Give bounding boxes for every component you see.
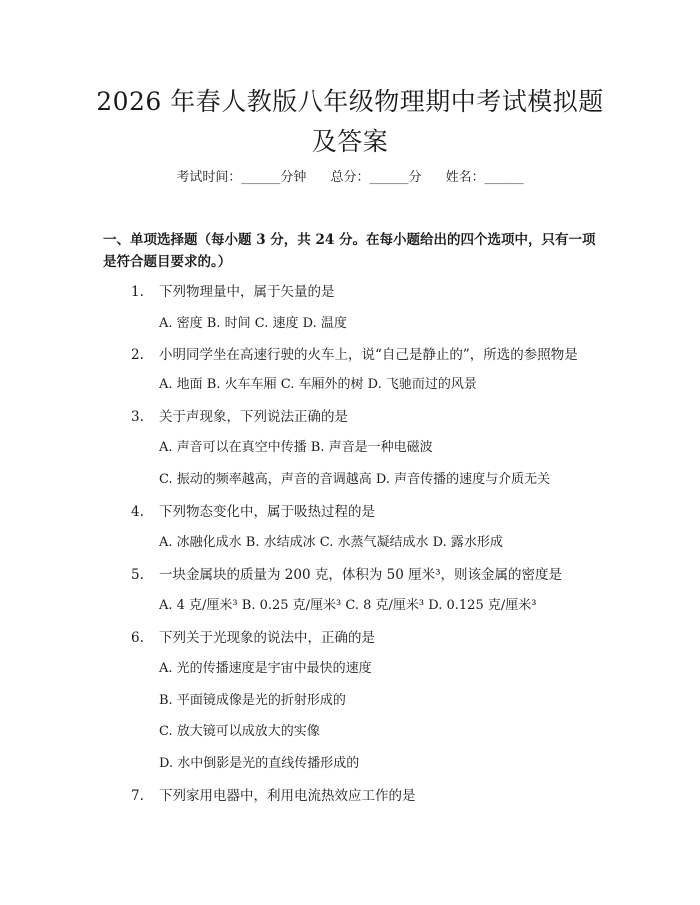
question-2 bbox=[131, 345, 578, 365]
question-1 bbox=[131, 282, 335, 302]
question-6-option-a: A. 光的传播速度是宇宙中最快的速度 bbox=[159, 661, 372, 676]
question-2-options: A. 地面 B. 火车车厢 C. 车厢外的树 D. 飞驰而过的风景 bbox=[159, 377, 477, 392]
title-line-1: 2026 年春人教版八年级物理期中考试模拟题 bbox=[96, 87, 604, 116]
question-text: 下列关于光现象的说法中，正确的是 bbox=[159, 630, 375, 646]
section-heading bbox=[103, 229, 603, 273]
student-name-field: 姓名：______ bbox=[445, 170, 524, 185]
question-6-option-b: B. 平面镜成像是光的折射形成的 bbox=[159, 693, 346, 708]
question-3 bbox=[131, 407, 348, 427]
question-number: 3. bbox=[131, 409, 144, 425]
question-3-options-line-2: C. 振动的频率越高，声音的音调越高 D. 声音传播的速度与介质无关 bbox=[159, 472, 551, 487]
total-score-field: 总分：______分 bbox=[330, 170, 422, 185]
question-3-options-line-1: A. 声音可以在真空中传播 B. 声音是一种电磁波 bbox=[159, 440, 433, 455]
question-number: 6. bbox=[131, 630, 144, 646]
exam-time-field: 考试时间：______分钟 bbox=[176, 170, 307, 185]
question-7 bbox=[131, 786, 416, 806]
question-number: 1. bbox=[131, 284, 144, 300]
question-6-option-d: D. 水中倒影是光的直线传播形成的 bbox=[159, 756, 360, 771]
question-4-options: A. 冰融化成水 B. 水结成冰 C. 水蒸气凝结成水 D. 露水形成 bbox=[159, 535, 503, 550]
question-6 bbox=[131, 628, 375, 648]
question-text: 关于声现象，下列说法正确的是 bbox=[159, 409, 348, 425]
question-text: 下列家用电器中，利用电流热效应工作的是 bbox=[159, 788, 416, 804]
question-number: 2. bbox=[131, 347, 144, 363]
document-title bbox=[0, 82, 700, 162]
question-text: 一块金属块的质量为 200 克，体积为 50 厘米³，则该金属的密度是 bbox=[159, 567, 563, 583]
title-line-2: 及答案 bbox=[311, 127, 389, 156]
question-text: 下列物态变化中，属于吸热过程的是 bbox=[159, 504, 375, 520]
question-number: 7. bbox=[131, 788, 144, 804]
question-number: 4. bbox=[131, 504, 144, 520]
question-5-options: A. 4 克/厘米³ B. 0.25 克/厘米³ C. 8 克/厘米³ D. 0.125 克/厘米³ bbox=[159, 598, 537, 613]
question-number: 5. bbox=[131, 567, 144, 583]
question-text: 下列物理量中，属于矢量的是 bbox=[159, 284, 335, 300]
question-5 bbox=[131, 565, 562, 585]
question-1-options: A. 密度 B. 时间 C. 速度 D. 温度 bbox=[159, 316, 347, 331]
question-4 bbox=[131, 502, 375, 522]
question-6-option-c: C. 放大镜可以成放大的实像 bbox=[159, 724, 320, 739]
section-heading-line-1: 一、单项选择题（每小题 3 分，共 24 分。在每小题给出的四个选项中，只有一项 bbox=[103, 232, 596, 248]
question-text: 小明同学坐在高速行驶的火车上，说“自己是静止的”，所选的参照物是 bbox=[159, 347, 578, 363]
exam-info bbox=[0, 168, 700, 188]
section-heading-line-2: 是符合题目要求的。） bbox=[103, 254, 232, 270]
